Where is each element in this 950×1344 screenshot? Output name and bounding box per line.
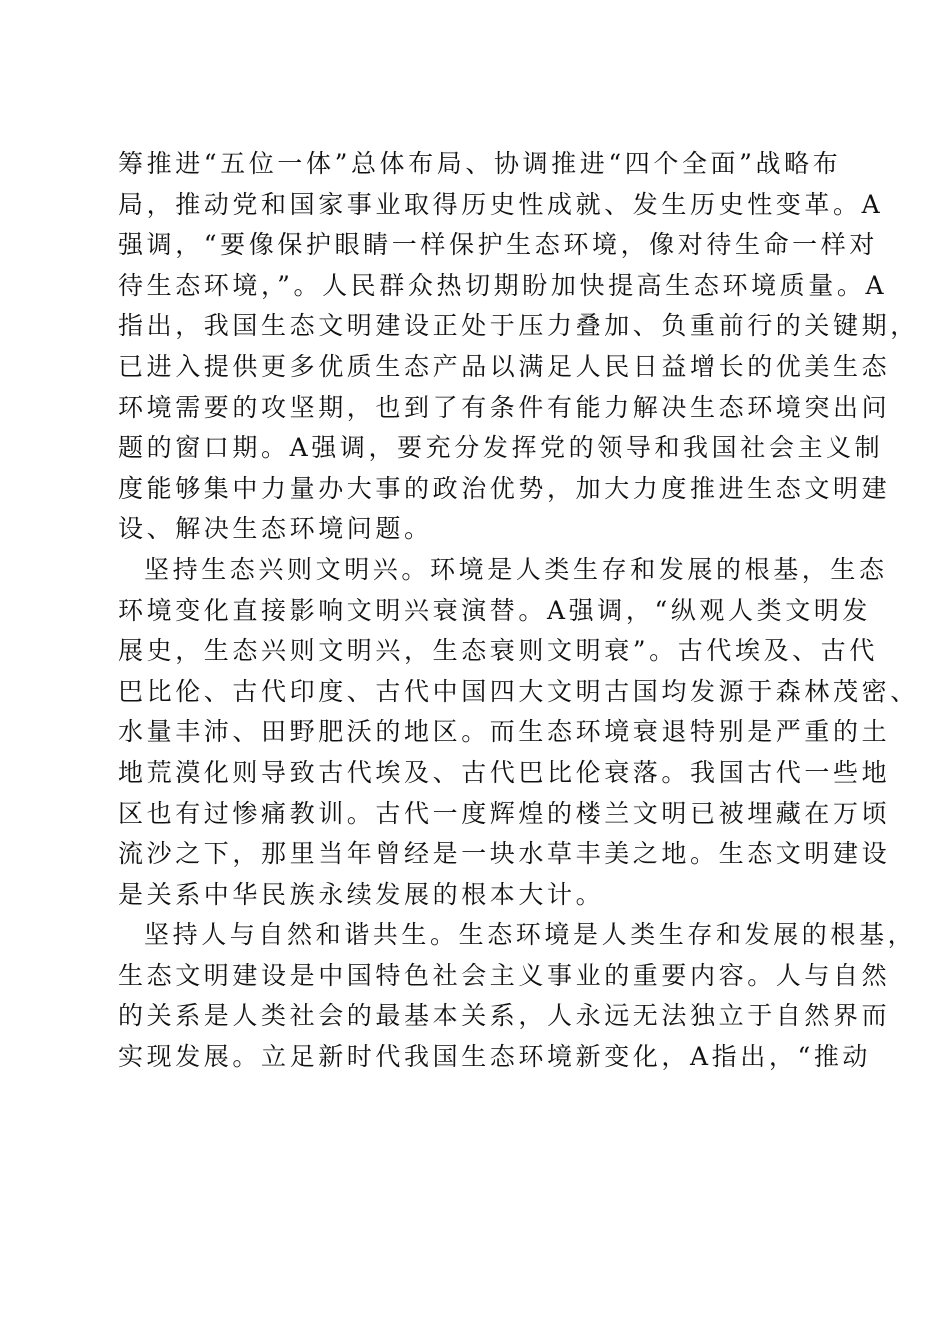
text-line: 地荒漠化则导致古代埃及、古代巴比伦衰落。我国古代一些地 <box>118 757 891 787</box>
text-line: 题的窗口期。A强调，要充分发挥党的领导和我国社会主义制 <box>118 433 884 463</box>
text-line: 巴比伦、古代印度、古代中国四大文明古国均发源于森林茂密、 <box>118 676 919 706</box>
text-line: 坚持人与自然和谐共生。生态环境是人类生存和发展的根基， <box>144 920 917 950</box>
text-line: 已进入提供更多优质生态产品以满足人民日益增长的优美生态 <box>118 351 891 381</box>
document-body <box>118 144 919 1078</box>
paragraph-3 <box>118 915 917 1077</box>
text-line: 强调，“要像保护眼睛一样保护生态环境，像对待生命一样对 <box>118 230 878 260</box>
text-line: 度能够集中力量办大事的政治优势，加大力度推进生态文明建 <box>118 473 891 503</box>
text-line: 的关系是人类社会的最基本关系，人永远无法独立于自然界而 <box>118 1001 891 1031</box>
text-line: 环境需要的攻坚期，也到了有条件有能力解决生态环境突出问 <box>118 392 891 422</box>
text-line: 指出，我国生态文明建设正处于压力叠加、负重前行的关键期， <box>118 311 919 341</box>
text-line: 实现发展。立足新时代我国生态环境新变化，A指出，“推动 <box>118 1042 872 1072</box>
paragraph-2 <box>118 550 919 915</box>
text-line: 筹推进“五位一体”总体布局、协调推进“四个全面”战略布 <box>118 149 842 178</box>
text-line: 坚持生态兴则文明兴。环境是人类生存和发展的根基，生态 <box>144 554 888 584</box>
text-line: 局，推动党和国家事业取得历史性成就、发生历史性变革。A <box>118 189 884 219</box>
text-line: 水量丰沛、田野肥沃的地区。而生态环境衰退特别是严重的土 <box>118 717 891 747</box>
text-line: 设、解决生态环境问题。 <box>118 514 433 544</box>
text-line: 待生态环境，”。人民群众热切期盼加快提高生态环境质量。A <box>118 270 888 300</box>
text-line: 区也有过惨痛教训。古代一度辉煌的楼兰文明已被埋藏在万顷 <box>118 798 891 828</box>
text-line: 展史，生态兴则文明兴，生态衰则文明衰”。古代埃及、古代 <box>118 636 878 666</box>
text-line: 生态文明建设是中国特色社会主义事业的重要内容。人与自然 <box>118 960 891 990</box>
text-line: 流沙之下，那里当年曾经是一块水草丰美之地。生态文明建设 <box>118 839 891 869</box>
text-line: 是关系中华民族永续发展的根本大计。 <box>118 879 605 909</box>
paragraph-1 <box>118 144 919 550</box>
text-line: 环境变化直接影响文明兴衰演替。A强调，“纵观人类文明发 <box>118 595 872 625</box>
